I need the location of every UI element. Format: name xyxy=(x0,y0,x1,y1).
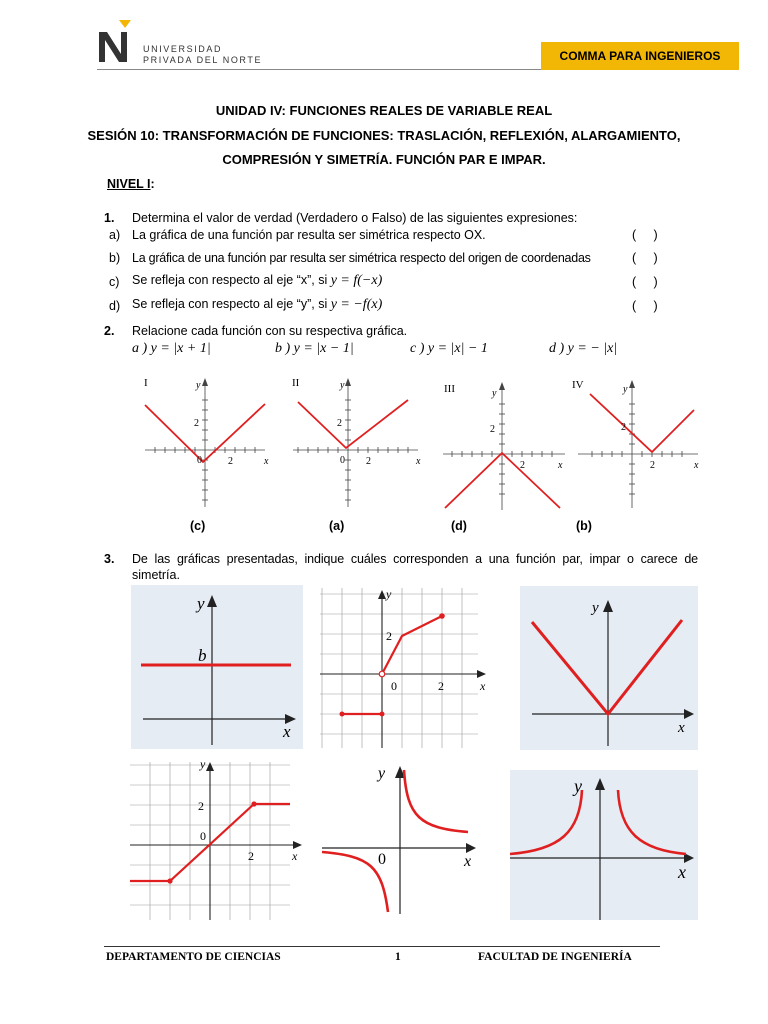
q2-graph-ii xyxy=(288,372,423,512)
q2-answer-iii: (d) xyxy=(451,519,467,533)
q2-answer-ii: (a) xyxy=(329,519,345,533)
university-logo xyxy=(97,18,267,66)
q2-number: 2. xyxy=(104,324,115,338)
header-rule xyxy=(97,69,547,70)
q3-graph-constant xyxy=(131,585,303,749)
q2-function-c: c ) y = |x| − 1 xyxy=(410,341,488,356)
q2-graph-iv-roman: IV xyxy=(572,379,584,391)
q3-graph-ramp xyxy=(130,760,310,920)
q2-graph-iii-x-label: x xyxy=(558,460,563,471)
footer-department: DEPARTAMENTO DE CIENCIAS xyxy=(106,951,281,963)
q2-graph-iv-y-label: y xyxy=(623,384,628,395)
footer-faculty: FACULTAD DE INGENIERÍA xyxy=(478,951,632,963)
q3-statement-line2: simetría. xyxy=(132,568,180,582)
q1-item-a-text: La gráfica de una función par resulta ser simétrica respecto OX. xyxy=(132,228,486,242)
q3-graph-piecewise-tick-x2: 2 xyxy=(438,679,444,693)
q1-item-c-text: Se refleja con respecto al eje “x”, si xyxy=(132,273,331,287)
q3-graph-ramp-tick-y2: 2 xyxy=(198,799,204,813)
q1-item-a-answer-box[interactable]: ( ) xyxy=(632,228,658,242)
q2-graph-iv-tick-y2: 2 xyxy=(621,422,626,433)
q2-graph-iv-x-label: x xyxy=(694,460,699,471)
q1-item-a-label: a) xyxy=(109,228,121,242)
q3-graph-hyperbola-x-label: x xyxy=(464,853,472,870)
q2-graph-iii-roman: III xyxy=(444,383,455,395)
q3-graph-piecewise-x-label: x xyxy=(480,679,486,693)
q3-graph-absolute-x-label: x xyxy=(678,720,685,736)
q2-function-d: d ) y = − |x| xyxy=(549,341,618,356)
q1-item-d-answer-box[interactable]: ( ) xyxy=(632,299,658,313)
unit-title: UNIDAD IV: FUNCIONES REALES DE VARIABLE REAL xyxy=(215,103,553,118)
q2-graph-ii-y-label: y xyxy=(340,380,345,391)
q2-graph-ii-tick-x2: 2 xyxy=(366,456,371,467)
q3-graph-constant-b-label: b xyxy=(198,646,207,665)
logo-n-icon xyxy=(97,18,137,64)
q1-item-c-math: y = f(−x) xyxy=(330,273,383,288)
q2-graph-i-origin: 0 xyxy=(197,455,202,466)
q2-graph-iii-tick-y2: 2 xyxy=(490,424,495,435)
q1-item-c-answer-box[interactable]: ( ) xyxy=(632,275,658,289)
q3-graph-hyperbola-y-label: y xyxy=(378,765,386,782)
q2-graph-i-tick-x2: 2 xyxy=(228,456,233,467)
q3-graph-constant-x-label: x xyxy=(283,722,291,741)
level-label: NIVEL I xyxy=(107,177,151,191)
q3-graph-piecewise xyxy=(320,586,490,748)
q3-graph-ramp-tick-x2: 2 xyxy=(248,849,254,863)
q2-graph-iii xyxy=(440,372,570,512)
q1-item-d-line xyxy=(132,297,382,313)
q2-graph-ii-roman: II xyxy=(292,377,300,389)
q3-number: 3. xyxy=(104,552,115,566)
q2-graph-iv-tick-x2: 2 xyxy=(650,460,655,471)
q3-graph-piecewise-tick-y2: 2 xyxy=(386,629,392,643)
q1-item-d-text: Se refleja con respecto al eje “y”, si xyxy=(132,297,331,311)
q2-graph-i-x-label: x xyxy=(264,456,269,467)
q1-number: 1. xyxy=(104,211,115,225)
q2-graph-ii-tick-y2: 2 xyxy=(337,418,342,429)
q3-graph-absolute xyxy=(520,586,698,750)
q2-function-a: a ) y = |x + 1| xyxy=(132,341,211,356)
q2-answer-i: (c) xyxy=(190,519,206,533)
session-title-line1: SESIÓN 10: TRANSFORMACIÓN DE FUNCIONES: TRASLACIÓN, REFLEXIÓN, ALARGAMIENTO, xyxy=(87,128,681,143)
q2-graph-ii-origin: 0 xyxy=(340,455,345,466)
q3-graph-absolute-y-label: y xyxy=(592,600,599,616)
q1-item-d-label: d) xyxy=(109,299,121,313)
level-heading xyxy=(107,177,155,191)
q3-graph-ramp-origin: 0 xyxy=(200,829,206,843)
q2-answer-iv: (b) xyxy=(576,519,592,533)
q1-item-d-math: y = −f(x) xyxy=(330,297,383,312)
q3-graph-inverse-square-y-label: y xyxy=(574,776,582,796)
q3-graph-hyperbola xyxy=(320,762,480,914)
q2-graph-iv xyxy=(568,372,703,512)
q3-graph-ramp-x-label: x xyxy=(292,849,298,863)
q3-graph-inverse-square-x-label: x xyxy=(678,862,686,882)
footer-page-number: 1 xyxy=(395,951,401,963)
q3-graph-inverse-square xyxy=(510,770,698,920)
session-title-line2: COMPRESIÓN Y SIMETRÍA. FUNCIÓN PAR E IMPAR. xyxy=(222,152,546,167)
university-name-line1: UNIVERSIDAD xyxy=(143,44,223,54)
q2-graph-iii-tick-x2: 2 xyxy=(520,460,525,471)
q3-graph-piecewise-y-label: y xyxy=(386,587,392,601)
q3-graph-ramp-y-label: y xyxy=(200,760,206,771)
q1-item-c-label: c) xyxy=(109,275,120,289)
q1-item-b-text: La gráfica de una función par resulta ser simétrica respecto del origen de coordenadas xyxy=(132,251,591,265)
q2-function-b: b ) y = |x − 1| xyxy=(275,341,354,356)
q3-statement-line1: De las gráficas presentadas, indique cuáles corresponden a una función par, impar o carece de xyxy=(132,552,699,566)
q2-graph-iii-y-label: y xyxy=(492,388,497,399)
q1-statement: Determina el valor de verdad (Verdadero o Falso) de las siguientes expresiones: xyxy=(132,211,578,225)
q1-item-b-label: b) xyxy=(109,251,121,265)
q2-statement: Relacione cada función con su respectiva gráfica. xyxy=(132,324,408,338)
q3-graph-constant-y-label: y xyxy=(197,594,205,613)
course-badge: COMMA PARA INGENIEROS xyxy=(541,42,739,70)
q2-graph-i-tick-y2: 2 xyxy=(194,418,199,429)
q2-graph-i xyxy=(140,372,275,512)
level-colon: : xyxy=(150,177,155,191)
university-name-line2: PRIVADA DEL NORTE xyxy=(143,55,263,65)
footer-rule xyxy=(104,946,660,947)
q1-item-c-line xyxy=(132,273,382,289)
q3-graph-piecewise-origin: 0 xyxy=(391,679,397,693)
q2-graph-ii-x-label: x xyxy=(416,456,421,467)
q2-graph-i-y-label: y xyxy=(196,380,201,391)
q3-graph-hyperbola-origin: 0 xyxy=(378,851,386,868)
q2-graph-i-roman: I xyxy=(144,377,148,389)
q1-item-b-answer-box[interactable]: ( ) xyxy=(632,251,658,265)
